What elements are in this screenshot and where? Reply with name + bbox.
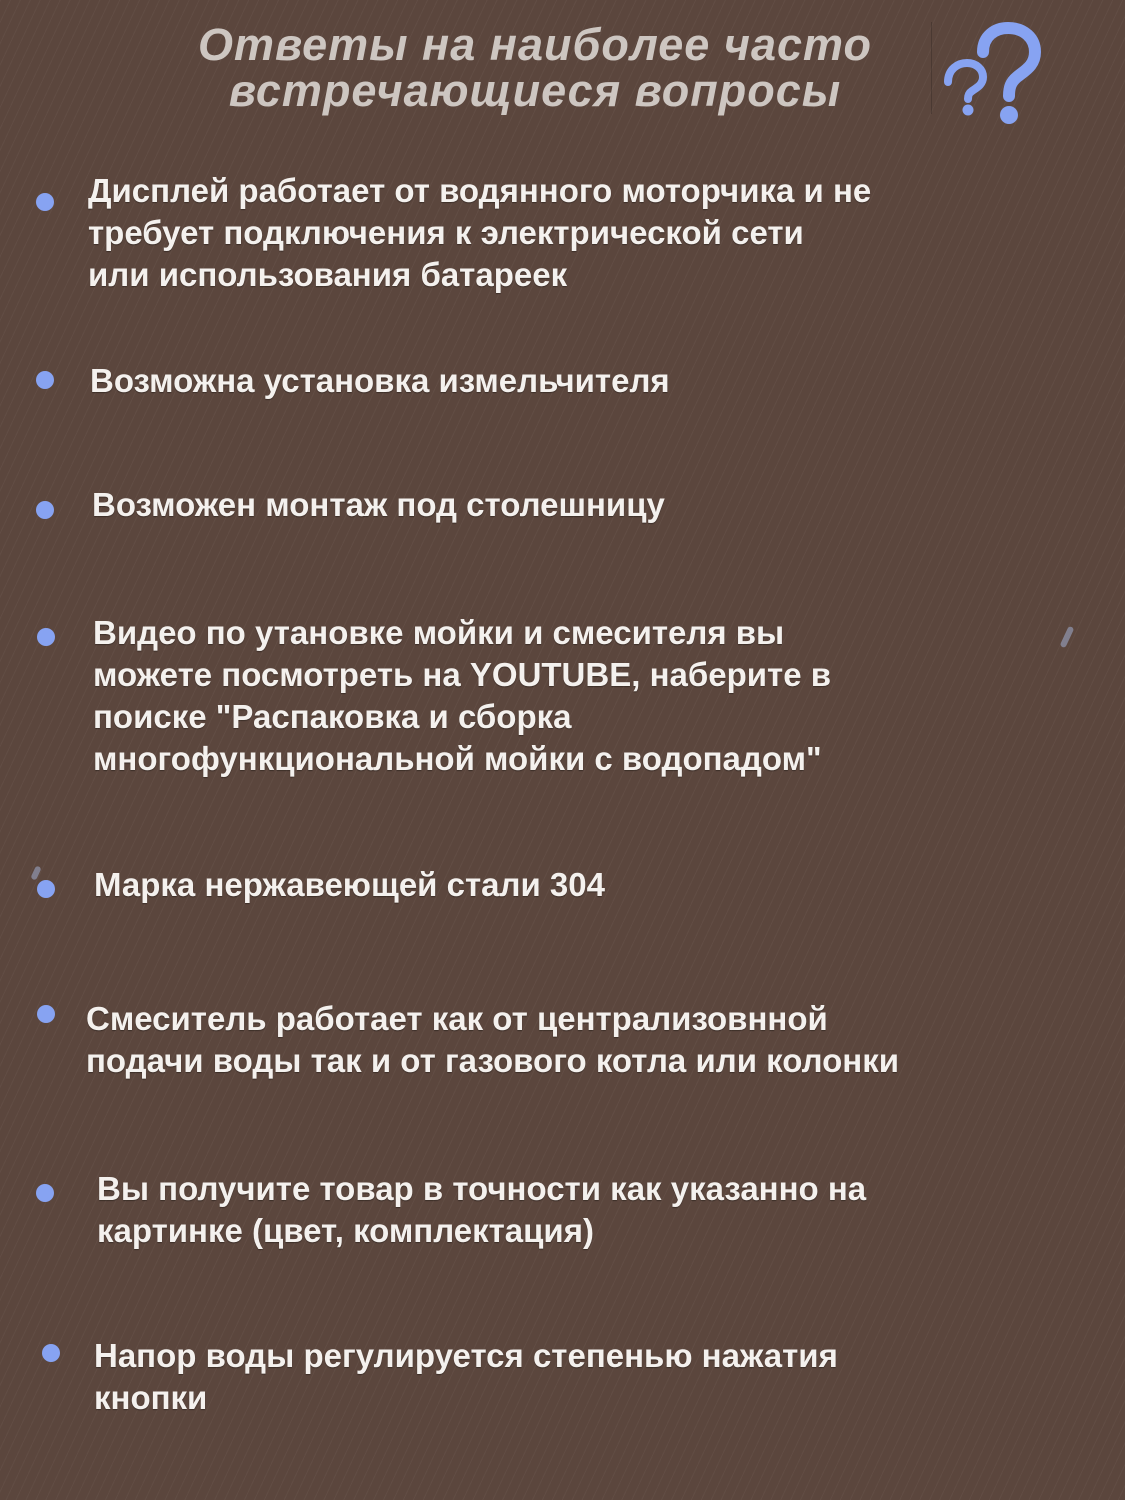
title-line-1: Ответы на наиболее часто — [198, 19, 872, 70]
faq-line: Возможна установка измельчителя — [90, 362, 670, 399]
faq-item-steel — [94, 864, 605, 906]
faq-item-pressure — [94, 1335, 838, 1419]
faq-line: поиске "Распаковка и сборка — [93, 698, 572, 735]
faq-line: Вы получите товар в точности как указанно на — [97, 1170, 867, 1207]
faq-line: можете посмотреть на YOUTUBE, наберите в — [93, 656, 832, 693]
faq-line: или использования батареек — [88, 256, 568, 293]
bullet-icon — [36, 193, 54, 211]
faq-line: Видео по утановке мойки и смесителя вы — [93, 614, 785, 651]
faq-item-display — [88, 170, 871, 296]
title-divider — [931, 22, 932, 114]
faq-item-mounting — [92, 484, 665, 526]
faq-item-product — [97, 1168, 866, 1252]
faq-line: картинке (цвет, комплектация) — [97, 1212, 594, 1249]
faq-item-grinder — [90, 360, 670, 402]
faq-line: Смеситель работает как от централизовнной — [86, 1000, 828, 1037]
bullet-icon — [36, 371, 54, 389]
faq-line: требует подключения к электрической сети — [88, 214, 804, 251]
faq-line: кнопки — [94, 1379, 208, 1416]
decorative-stroke — [30, 865, 41, 880]
faq-line: Напор воды регулируется степенью нажатия — [94, 1337, 838, 1374]
bullet-icon — [37, 1005, 55, 1023]
question-marks-icon — [938, 22, 1048, 132]
bullet-icon — [37, 880, 55, 898]
bullet-icon — [36, 501, 54, 519]
faq-line: Возможен монтаж под столешницу — [92, 486, 665, 523]
faq-line: подачи воды так и от газового котла или колонки — [86, 1042, 899, 1079]
faq-item-mixer — [86, 998, 899, 1082]
bullet-icon — [37, 628, 55, 646]
bullet-icon — [42, 1344, 60, 1362]
faq-line: Марка нержавеющей стали 304 — [94, 866, 605, 903]
decorative-stroke — [1060, 626, 1075, 648]
page-title — [150, 19, 920, 116]
title-line-2: встречающиеся вопросы — [228, 65, 842, 116]
bullet-icon — [36, 1184, 54, 1202]
faq-line: многофункциональной мойки с водопадом" — [93, 740, 822, 777]
faq-item-video — [93, 612, 831, 780]
faq-line: Дисплей работает от водянного моторчика и не — [88, 172, 872, 209]
